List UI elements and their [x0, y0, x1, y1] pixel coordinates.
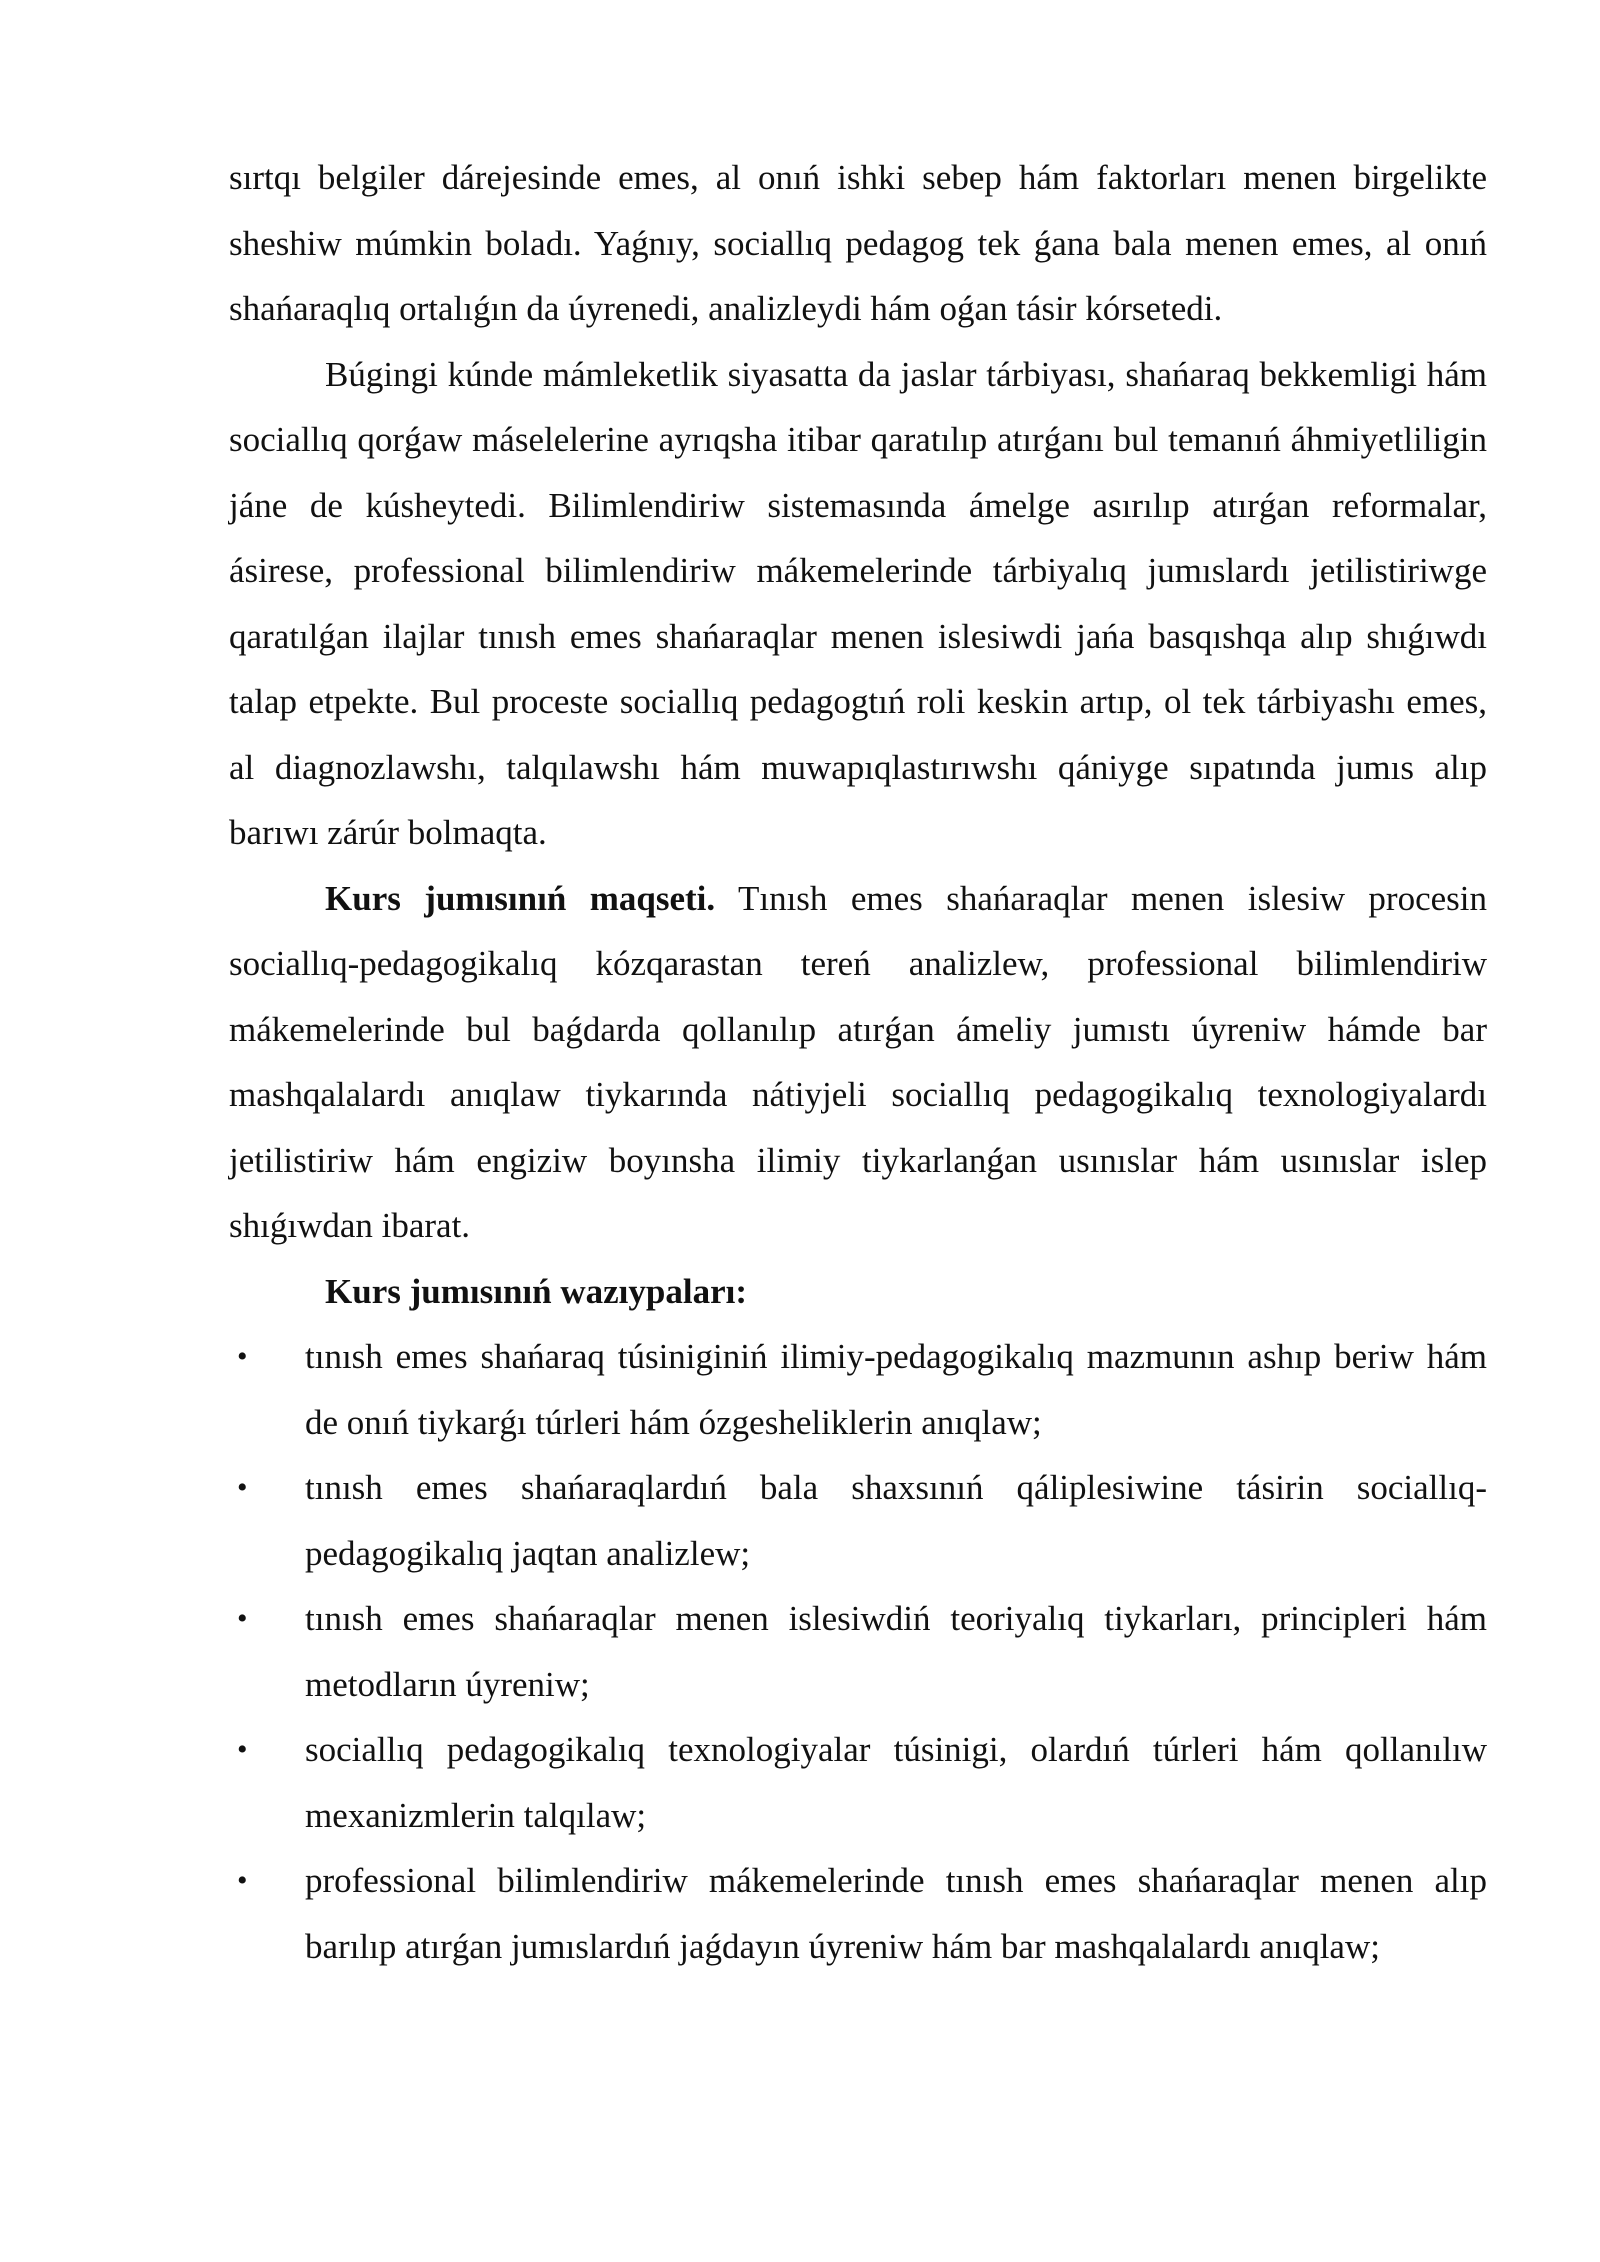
list-item-text: professional bilimlendiriw mákemelerinde tınısh emes shańaraqlar menen alıp barılıp atırǵan jumıslardıń jaǵdayın úyreniw hám bar mashqalalardı anıqlaw;	[305, 1861, 1487, 1966]
list-item-text: tınısh emes shańaraqlar menen islesiwdiń teoriyalıq tiykarları, principleri hám metodların úyreniw;	[305, 1599, 1487, 1704]
list-item	[229, 1848, 1487, 1979]
list-item	[229, 1324, 1487, 1455]
list-item-text: sociallıq pedagogikalıq texnologiyalar túsinigi, olardıń túrleri hám qollanılıw mexanizmlerin talqılaw;	[305, 1730, 1487, 1835]
tasks-heading: Kurs jumısınıń wazıypaları:	[325, 1271, 747, 1311]
bullet-icon: •	[237, 1733, 248, 1766]
document-body	[229, 145, 1487, 1979]
bullet-icon: •	[237, 1602, 248, 1635]
paragraph-continuation: sırtqı belgiler dárejesinde emes, al onıń ishki sebep hám faktorları menen birgelikte sheshiw múmkin boladı. Yaǵnıy, sociallıq pedagog tek ǵana bala menen emes, al onıń shańaraqlıq ortalıǵın da úyrenedi, analizleydi hám oǵan tásir kórsetedi.	[229, 158, 1487, 328]
list-item	[229, 1717, 1487, 1848]
paragraph-relevance: Búgingi kúnde mámleketlik siyasatta da jaslar tárbiyası, shańaraq bekkemligi hám sociallıq qorǵaw máselelerine ayrıqsha itibar qaratılıp atırǵanı bul temanıń áhmiyetliligin jáne de kúsheytedi. Bilimlendiriw sistemasında ámelge asırılıp atırǵan reformalar, ásirese, professional bilimlendiriw mákemelerinde tárbiyalıq jumıslardı jetilistiriwge qaratılǵan ilajlar tınısh emes shańaraqlar menen islesiwdi jańa basqıshqa alıp shıǵıwdı talap etpekte. Bul proceste sociallıq pedagogtıń roli keskin artıp, ol tek tárbiyashı emes, al diagnozlawshı, talqılawshı hám muwapıqlastırıwshı qániyge sıpatında jumıs alıp barıwı zárúr bolmaqta.	[229, 354, 1487, 852]
bullet-icon: •	[237, 1864, 248, 1897]
bullet-icon: •	[237, 1340, 248, 1373]
bullet-icon: •	[237, 1471, 248, 1504]
goal-text: Tınısh emes shańaraqlar menen islesiw procesin sociallıq-pedagogikalıq kózqarastan tereń analizlew, professional bilimlendiriw mákemelerinde bul baǵdarda qollanılıp atırǵan ámeliy jumıstı úyreniw hámde bar mashqalalardı anıqlaw tiykarında nátiyjeli sociallıq pedagogikalıq texnologiyalardı jetilistiriw hám engiziw boyınsha ilimiy tiykarlanǵan usınıslar hám usınıslar islep shıǵıwdan ibarat.	[229, 878, 1487, 1245]
paragraph-goal	[229, 866, 1487, 1259]
list-item-text: tınısh emes shańaraq túsiniginiń ilimiy-pedagogikalıq mazmunın ashıp beriw hám de onıń tiykarǵı túrleri hám ózgesheliklerin anıqlaw;	[305, 1337, 1487, 1442]
goal-heading: Kurs jumısınıń maqseti.	[325, 878, 716, 918]
list-item	[229, 1586, 1487, 1717]
list-item	[229, 1455, 1487, 1586]
tasks-list	[229, 1324, 1487, 1979]
list-item-text: tınısh emes shańaraqlardıń bala shaxsınıń qáliplesiwine tásirin sociallıq-pedagogikalıq jaqtan analizlew;	[305, 1468, 1487, 1573]
